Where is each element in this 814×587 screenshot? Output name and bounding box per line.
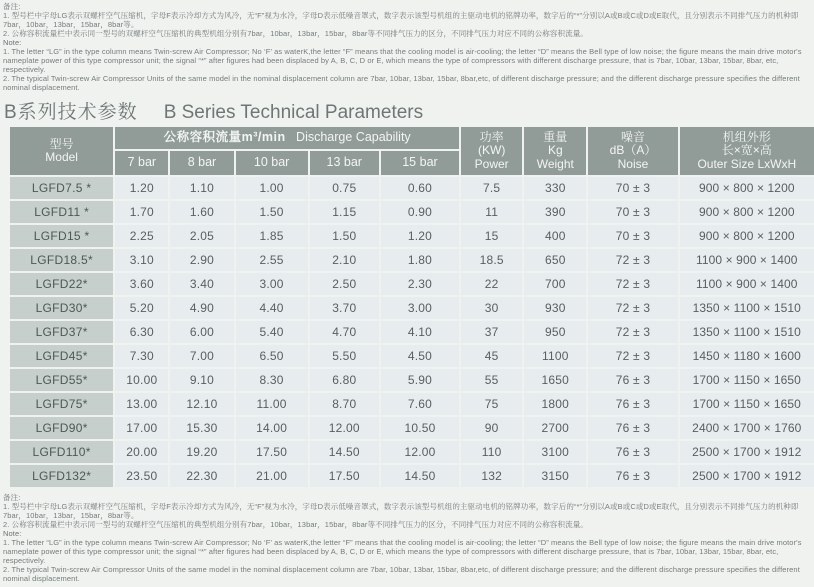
value-cell: 70 ± 3 bbox=[588, 225, 677, 247]
value-cell: 2400 × 1700 × 1760 bbox=[680, 417, 814, 439]
header-discharge-zh: 公称容积流量m³/min bbox=[163, 130, 286, 145]
value-cell: 6.50 bbox=[236, 345, 308, 367]
value-cell: 900 × 800 × 1200 bbox=[680, 201, 814, 223]
value-cell: 5.50 bbox=[310, 345, 379, 367]
value-cell: 2.55 bbox=[236, 249, 308, 271]
notes-en-label: Note: bbox=[3, 38, 22, 47]
table-row bbox=[10, 297, 814, 319]
header-size bbox=[680, 127, 814, 175]
value-cell: 4.10 bbox=[381, 321, 459, 343]
value-cell: 14.00 bbox=[236, 417, 308, 439]
value-cell: 72 ± 3 bbox=[588, 273, 677, 295]
value-cell: 930 bbox=[524, 297, 586, 319]
model-cell: LGFD22* bbox=[10, 273, 113, 295]
model-cell: LGFD55* bbox=[10, 369, 113, 391]
header-weight bbox=[524, 127, 586, 175]
table-row bbox=[10, 225, 814, 247]
value-cell: 1700 × 1150 × 1650 bbox=[680, 393, 814, 415]
value-cell: 1800 bbox=[524, 393, 586, 415]
value-cell: 75 bbox=[461, 393, 522, 415]
value-cell: 900 × 800 × 1200 bbox=[680, 177, 814, 199]
value-cell: 90 bbox=[461, 417, 522, 439]
value-cell: 17.00 bbox=[115, 417, 168, 439]
value-cell: 76 ± 3 bbox=[588, 393, 677, 415]
value-cell: 1.80 bbox=[381, 249, 459, 271]
note-zh-2: 2. 公称容积流量栏中表示同一型号的双螺杆空气压缩机的典型机组分别有7bar，10bar，13bar，15bar，8bar等不同排气压力的区分，不同排气压力对应不同的公称容积流量。 bbox=[3, 520, 588, 529]
table-row bbox=[10, 273, 814, 295]
table-row bbox=[10, 177, 814, 199]
header-power-zh: 功率 bbox=[479, 129, 504, 144]
value-cell: 14.50 bbox=[381, 465, 459, 487]
value-cell: 6.30 bbox=[115, 321, 168, 343]
value-cell: 76 ± 3 bbox=[588, 465, 677, 487]
value-cell: 2500 × 1700 × 1912 bbox=[680, 465, 814, 487]
value-cell: 5.90 bbox=[381, 369, 459, 391]
value-cell: 132 bbox=[461, 465, 522, 487]
top-notes bbox=[3, 2, 811, 92]
table-body bbox=[10, 177, 814, 487]
value-cell: 3.40 bbox=[170, 273, 233, 295]
header-noise-zh: 噪音 bbox=[620, 129, 645, 144]
value-cell: 1350 × 1100 × 1510 bbox=[680, 321, 814, 343]
value-cell: 15 bbox=[461, 225, 522, 247]
value-cell: 37 bbox=[461, 321, 522, 343]
model-cell: LGFD110* bbox=[10, 441, 113, 463]
value-cell: 400 bbox=[524, 225, 586, 247]
value-cell: 900 × 800 × 1200 bbox=[680, 225, 814, 247]
value-cell: 7.30 bbox=[115, 345, 168, 367]
value-cell: 3.10 bbox=[115, 249, 168, 271]
value-cell: 13.00 bbox=[115, 393, 168, 415]
header-noise-unit: dB（A） bbox=[609, 143, 657, 158]
value-cell: 76 ± 3 bbox=[588, 369, 677, 391]
value-cell: 1650 bbox=[524, 369, 586, 391]
value-cell: 3100 bbox=[524, 441, 586, 463]
value-cell: 1100 × 900 × 1400 bbox=[680, 249, 814, 271]
table-row bbox=[10, 345, 814, 367]
header-power-unit: (KW) bbox=[478, 143, 506, 158]
value-cell: 0.60 bbox=[381, 177, 459, 199]
value-cell: 55 bbox=[461, 369, 522, 391]
value-cell: 1.50 bbox=[236, 201, 308, 223]
value-cell: 11 bbox=[461, 201, 522, 223]
value-cell: 76 ± 3 bbox=[588, 441, 677, 463]
header-15bar: 15 bar bbox=[381, 151, 459, 175]
value-cell: 1.15 bbox=[310, 201, 379, 223]
note-zh-1: 1. 型号栏中字母LG表示双螺杆空气压缩机，字母F表示冷却方式为风冷，无“F”视为水冷，字母D表示低噪音罩式，数字表示该型号机组的主驱动电机的铭牌功率，数字后的“*”分别以A或B或C或D或E取代，且分别表示不同排气压力的机种即7bar，10bar，13bar，15bar，8bar等。 bbox=[3, 11, 799, 29]
value-cell: 2.05 bbox=[170, 225, 233, 247]
value-cell: 8.70 bbox=[310, 393, 379, 415]
header-power-en: Power bbox=[474, 156, 509, 171]
value-cell: 21.00 bbox=[236, 465, 308, 487]
value-cell: 1450 × 1180 × 1600 bbox=[680, 345, 814, 367]
note-en-2: 2. The typical Twin-screw Air Compressor Units of the same model in the nominal displacement column are 7bar, 10bar, 13bar, 15bar, 8bar,etc, of different discharge pressure; and the different discharge pressure specifies the different nominal displacement. bbox=[3, 565, 800, 583]
value-cell: 18.5 bbox=[461, 249, 522, 271]
value-cell: 2.90 bbox=[170, 249, 233, 271]
section-title-zh: B系列技术参数 bbox=[4, 102, 138, 123]
value-cell: 5.20 bbox=[115, 297, 168, 319]
value-cell: 3.00 bbox=[236, 273, 308, 295]
header-weight-zh: 重量 bbox=[543, 129, 568, 144]
value-cell: 2.50 bbox=[310, 273, 379, 295]
value-cell: 7.5 bbox=[461, 177, 522, 199]
value-cell: 14.50 bbox=[310, 441, 379, 463]
value-cell: 30 bbox=[461, 297, 522, 319]
note-en-1: 1. The letter “LG” in the type column means Twin-screw Air Compressor; No ‘F’ as waterK,the letter “F” means that the cooling model is air-cooling; the letter “D” means the Bell type of low noise; the figure means the main drive motor's nameplate power of this type compressor unit; the signal “*” after figures had been displaced by A, B, C, D or E, which means the type of compressors with different discharge pressure, that is 7bar, 10bar, 13bar, 15bar, 8bar, etc, respectively. bbox=[3, 538, 802, 565]
header-model bbox=[10, 127, 113, 175]
table-row bbox=[10, 249, 814, 271]
value-cell: 110 bbox=[461, 441, 522, 463]
header-discharge-group bbox=[115, 127, 459, 149]
value-cell: 5.40 bbox=[236, 321, 308, 343]
value-cell: 23.50 bbox=[115, 465, 168, 487]
value-cell: 1.20 bbox=[115, 177, 168, 199]
section-title-en: B Series Technical Parameters bbox=[163, 102, 424, 123]
value-cell: 10.00 bbox=[115, 369, 168, 391]
model-cell: LGFD7.5 * bbox=[10, 177, 113, 199]
value-cell: 4.70 bbox=[310, 321, 379, 343]
value-cell: 20.00 bbox=[115, 441, 168, 463]
notes-en-label: Note: bbox=[3, 529, 22, 538]
header-size-zh: 机组外形 bbox=[722, 129, 771, 144]
value-cell: 7.00 bbox=[170, 345, 233, 367]
value-cell: 72 ± 3 bbox=[588, 249, 677, 271]
value-cell: 1.20 bbox=[381, 225, 459, 247]
note-en-2: 2. The typical Twin-screw Air Compressor Units of the same model in the nominal displacement column are 7bar, 10bar, 13bar, 15bar, 8bar,etc, of different discharge pressure; and the different discharge pressure specifies the different nominal displacement. bbox=[3, 74, 800, 92]
value-cell: 8.30 bbox=[236, 369, 308, 391]
value-cell: 72 ± 3 bbox=[588, 297, 677, 319]
value-cell: 70 ± 3 bbox=[588, 201, 677, 223]
value-cell: 0.90 bbox=[381, 201, 459, 223]
value-cell: 70 ± 3 bbox=[588, 177, 677, 199]
header-7bar: 7 bar bbox=[115, 151, 168, 175]
value-cell: 9.10 bbox=[170, 369, 233, 391]
header-noise bbox=[588, 127, 677, 175]
model-cell: LGFD18.5* bbox=[10, 249, 113, 271]
value-cell: 390 bbox=[524, 201, 586, 223]
table-header bbox=[10, 127, 814, 175]
model-cell: LGFD15 * bbox=[10, 225, 113, 247]
header-weight-en: Weight bbox=[536, 156, 574, 171]
value-cell: 3.60 bbox=[115, 273, 168, 295]
model-cell: LGFD11 * bbox=[10, 201, 113, 223]
value-cell: 1.70 bbox=[115, 201, 168, 223]
note-zh-1: 1. 型号栏中字母LG表示双螺杆空气压缩机，字母F表示冷却方式为风冷，无“F”视为水冷，字母D表示低噪音罩式，数字表示该型号机组的主驱动电机的铭牌功率，数字后的“*”分别以A或B或C或D或E取代，且分别表示不同排气压力的机种即7bar，10bar，13bar，15bar，8bar等。 bbox=[3, 502, 799, 520]
table-row bbox=[10, 393, 814, 415]
value-cell: 950 bbox=[524, 321, 586, 343]
value-cell: 3.70 bbox=[310, 297, 379, 319]
value-cell: 3150 bbox=[524, 465, 586, 487]
value-cell: 72 ± 3 bbox=[588, 345, 677, 367]
value-cell: 10.50 bbox=[381, 417, 459, 439]
value-cell: 1700 × 1150 × 1650 bbox=[680, 369, 814, 391]
value-cell: 22 bbox=[461, 273, 522, 295]
header-weight-unit: Kg bbox=[547, 143, 563, 158]
value-cell: 330 bbox=[524, 177, 586, 199]
model-cell: LGFD132* bbox=[10, 465, 113, 487]
value-cell: 2.25 bbox=[115, 225, 168, 247]
value-cell: 1.60 bbox=[170, 201, 233, 223]
section-title bbox=[4, 97, 811, 121]
value-cell: 76 ± 3 bbox=[588, 417, 677, 439]
value-cell: 700 bbox=[524, 273, 586, 295]
value-cell: 6.80 bbox=[310, 369, 379, 391]
model-cell: LGFD75* bbox=[10, 393, 113, 415]
value-cell: 650 bbox=[524, 249, 586, 271]
value-cell: 3.00 bbox=[381, 297, 459, 319]
header-discharge-en: Discharge Capability bbox=[296, 130, 411, 145]
header-model-en: Model bbox=[45, 150, 78, 164]
table-row bbox=[10, 465, 814, 487]
value-cell: 7.60 bbox=[381, 393, 459, 415]
bottom-notes bbox=[3, 493, 811, 583]
header-13bar: 13 bar bbox=[310, 151, 379, 175]
value-cell: 12.00 bbox=[310, 417, 379, 439]
table-row bbox=[10, 201, 814, 223]
model-cell: LGFD90* bbox=[10, 417, 113, 439]
value-cell: 1100 bbox=[524, 345, 586, 367]
table-row bbox=[10, 417, 814, 439]
header-size-en: Outer Size LxWxH bbox=[697, 156, 797, 171]
value-cell: 4.40 bbox=[236, 297, 308, 319]
value-cell: 4.50 bbox=[381, 345, 459, 367]
notes-zh-label: 备注: bbox=[3, 493, 21, 502]
value-cell: 6.00 bbox=[170, 321, 233, 343]
value-cell: 1100 × 900 × 1400 bbox=[680, 273, 814, 295]
note-en-1: 1. The letter “LG” in the type column means Twin-screw Air Compressor; No ‘F’ as waterK,the letter “F” means that the cooling model is air-cooling; the letter “D” means the Bell type of low noise; the figure means the main drive motor's nameplate power of this type compressor unit; the signal “*” after figures had been displaced by A, B, C, D or E, which means the type of compressors with different discharge pressure, that is 7bar, 10bar, 13bar, 15bar, 8bar, etc, respectively. bbox=[3, 47, 802, 74]
value-cell: 0.75 bbox=[310, 177, 379, 199]
value-cell: 11.00 bbox=[236, 393, 308, 415]
value-cell: 2.10 bbox=[310, 249, 379, 271]
header-10bar: 10 bar bbox=[236, 151, 308, 175]
value-cell: 4.90 bbox=[170, 297, 233, 319]
value-cell: 15.30 bbox=[170, 417, 233, 439]
header-power bbox=[461, 127, 522, 175]
value-cell: 19.20 bbox=[170, 441, 233, 463]
model-cell: LGFD45* bbox=[10, 345, 113, 367]
value-cell: 45 bbox=[461, 345, 522, 367]
value-cell: 2500 × 1700 × 1912 bbox=[680, 441, 814, 463]
header-noise-en: Noise bbox=[617, 156, 649, 171]
note-zh-2: 2. 公称容积流量栏中表示同一型号的双螺杆空气压缩机的典型机组分别有7bar，10bar，13bar，15bar，8bar等不同排气压力的区分，不同排气压力对应不同的公称容积流量。 bbox=[3, 29, 588, 38]
value-cell: 12.00 bbox=[381, 441, 459, 463]
parameters-table bbox=[8, 125, 814, 489]
model-cell: LGFD30* bbox=[10, 297, 113, 319]
value-cell: 22.30 bbox=[170, 465, 233, 487]
table-row bbox=[10, 441, 814, 463]
value-cell: 1.85 bbox=[236, 225, 308, 247]
value-cell: 2700 bbox=[524, 417, 586, 439]
value-cell: 17.50 bbox=[310, 465, 379, 487]
notes-zh-label: 备注: bbox=[3, 2, 21, 11]
value-cell: 2.30 bbox=[381, 273, 459, 295]
value-cell: 72 ± 3 bbox=[588, 321, 677, 343]
table-row bbox=[10, 321, 814, 343]
model-cell: LGFD37* bbox=[10, 321, 113, 343]
value-cell: 17.50 bbox=[236, 441, 308, 463]
table-row bbox=[10, 369, 814, 391]
value-cell: 12.10 bbox=[170, 393, 233, 415]
header-model-zh: 型号 bbox=[49, 136, 74, 151]
value-cell: 1.00 bbox=[236, 177, 308, 199]
header-size-unit: 长×宽×高 bbox=[721, 143, 772, 158]
value-cell: 1.50 bbox=[310, 225, 379, 247]
value-cell: 1.10 bbox=[170, 177, 233, 199]
header-8bar: 8 bar bbox=[170, 151, 233, 175]
value-cell: 1350 × 1100 × 1510 bbox=[680, 297, 814, 319]
